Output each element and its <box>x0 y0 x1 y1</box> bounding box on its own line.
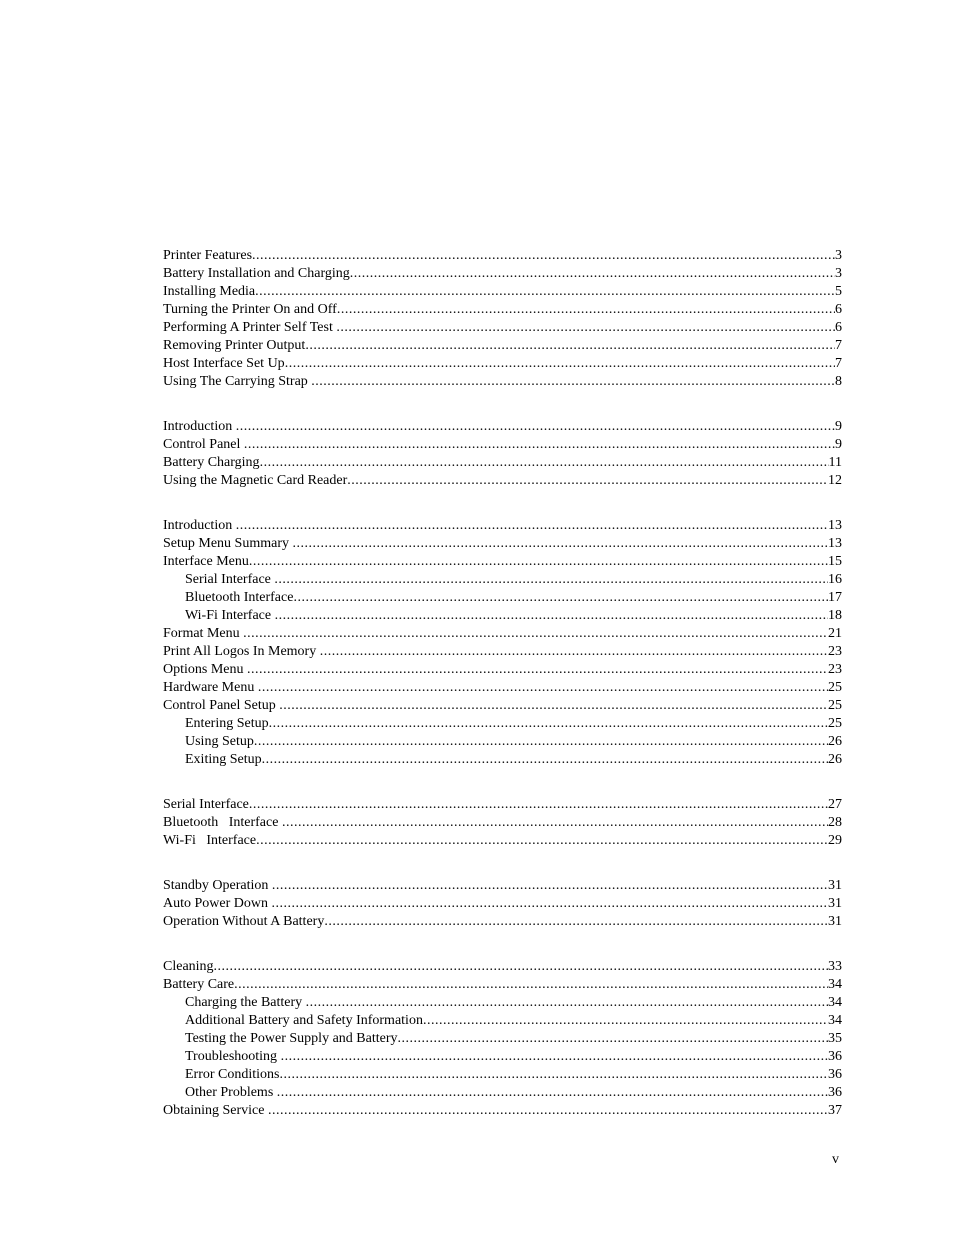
toc-entry-page: 6 <box>835 320 842 335</box>
toc-entry-page: 34 <box>828 995 842 1010</box>
toc-entry[interactable] <box>163 976 842 994</box>
toc-entry-page: 33 <box>828 959 842 974</box>
toc-entry-title: Setup Menu Summary <box>163 536 293 551</box>
toc-dot-leader <box>268 1102 828 1120</box>
toc-entry[interactable] <box>163 1030 842 1048</box>
toc-entry-page: 27 <box>828 797 842 812</box>
toc-dot-leader <box>256 832 828 850</box>
toc-entry[interactable] <box>163 796 842 814</box>
toc-entry-title: Standby Operation <box>163 878 272 893</box>
toc-entry-page: 23 <box>828 662 842 677</box>
toc-entry-title: Options Menu <box>163 662 247 677</box>
toc-entry[interactable] <box>163 436 842 454</box>
toc-dot-leader <box>272 877 828 895</box>
toc-dot-leader <box>258 679 828 697</box>
toc-entry-page: 36 <box>828 1085 842 1100</box>
toc-entry-title: Bluetooth Interface <box>163 815 282 830</box>
toc-entry-page: 9 <box>835 419 842 434</box>
toc-entry[interactable] <box>163 733 842 751</box>
toc-section <box>163 247 842 391</box>
toc-entry-page: 31 <box>828 878 842 893</box>
toc-entry-title: Using The Carrying Strap <box>163 374 312 389</box>
toc-entry-title: Removing Printer Output <box>163 338 306 353</box>
toc-entry-page: 31 <box>828 914 842 929</box>
toc-dot-leader <box>255 283 835 301</box>
toc-dot-leader <box>311 373 835 391</box>
toc-entry[interactable] <box>163 589 842 607</box>
toc-dot-leader <box>274 571 828 589</box>
toc-entry-title: Operation Without A Battery <box>163 914 325 929</box>
page-number: v <box>832 1152 839 1167</box>
toc-entry-title: Turning the Printer On and Off <box>163 302 337 317</box>
toc-entry-title: Exiting Setup <box>185 752 262 767</box>
toc-entry[interactable] <box>163 355 842 373</box>
toc-entry-page: 29 <box>828 833 842 848</box>
toc-dot-leader <box>249 553 828 571</box>
toc-dot-leader <box>350 265 835 283</box>
toc-entry[interactable] <box>163 472 842 490</box>
toc-entry-page: 12 <box>828 473 842 488</box>
toc-dot-leader <box>336 319 835 337</box>
toc-dot-leader <box>280 1066 829 1084</box>
toc-dot-leader <box>277 1084 828 1102</box>
toc-entry-title: Additional Battery and Safety Information <box>185 1013 423 1028</box>
toc-entry[interactable] <box>163 337 842 355</box>
toc-entry-title: Using the Magnetic Card Reader <box>163 473 348 488</box>
toc-entry-page: 13 <box>828 536 842 551</box>
toc-dot-leader <box>423 1012 828 1030</box>
toc-dot-leader <box>262 751 828 769</box>
toc-entry-title: Introduction <box>163 518 236 533</box>
toc-dot-leader <box>236 517 828 535</box>
toc-entry-title: Testing the Power Supply and Battery <box>185 1031 398 1046</box>
toc-dot-leader <box>214 958 828 976</box>
toc-dot-leader <box>249 796 828 814</box>
toc-entry-page: 25 <box>828 680 842 695</box>
toc-entry-title: Error Conditions <box>185 1067 280 1082</box>
toc-entry-page: 11 <box>828 455 842 470</box>
toc-entry-page: 16 <box>828 572 842 587</box>
toc-entry[interactable] <box>163 1012 842 1030</box>
toc-entry-page: 7 <box>835 356 842 371</box>
toc-entry-page: 15 <box>828 554 842 569</box>
toc-entry-title: Wi-Fi Interface <box>163 833 257 848</box>
toc-dot-leader <box>279 697 828 715</box>
toc-entry-title: Troubleshooting <box>185 1049 281 1064</box>
toc-entry-title: Control Panel Setup <box>163 698 280 713</box>
toc-entry-page: 35 <box>828 1031 842 1046</box>
toc-dot-leader <box>247 661 828 679</box>
toc-entry-title: Introduction <box>163 419 236 434</box>
toc-entry[interactable] <box>163 661 842 679</box>
toc-entry-title: Interface Menu <box>163 554 249 569</box>
toc-entry-title: Format Menu <box>163 626 244 641</box>
toc-entry-title: Battery Installation and Charging <box>163 266 350 281</box>
toc-entry[interactable] <box>163 571 842 589</box>
toc-entry-title: Serial Interface <box>185 572 275 587</box>
toc-entry-title: Entering Setup <box>185 716 269 731</box>
toc-entry[interactable] <box>163 283 842 301</box>
toc-entry[interactable] <box>163 715 842 733</box>
toc-dot-leader <box>281 1048 828 1066</box>
toc-entry[interactable] <box>163 994 842 1012</box>
toc-dot-leader <box>285 355 835 373</box>
toc-dot-leader <box>320 643 828 661</box>
toc-entry-title: Wi-Fi Interface <box>185 608 275 623</box>
toc-entry[interactable] <box>163 958 842 976</box>
toc-entry[interactable] <box>163 751 842 769</box>
toc-entry-title: Installing Media <box>163 284 256 299</box>
toc-dot-leader <box>293 535 829 553</box>
toc-entry-title: Cleaning <box>163 959 214 974</box>
toc-entry[interactable] <box>163 517 842 535</box>
toc-entry-page: 5 <box>835 284 842 299</box>
toc-entry-page: 34 <box>828 1013 842 1028</box>
toc-entry-title: Print All Logos In Memory <box>163 644 320 659</box>
toc-dot-leader <box>275 607 828 625</box>
toc-entry[interactable] <box>163 301 842 319</box>
toc-entry[interactable] <box>163 454 842 472</box>
toc-entry[interactable] <box>163 319 842 337</box>
toc-dot-leader <box>254 733 828 751</box>
toc-dot-leader <box>272 895 829 913</box>
toc-entry[interactable] <box>163 832 842 850</box>
toc-section <box>163 517 842 769</box>
toc-entry[interactable] <box>163 643 842 661</box>
table-of-contents <box>163 247 842 1147</box>
toc-entry-title: Using Setup <box>185 734 254 749</box>
toc-entry-page: 25 <box>828 716 842 731</box>
toc-dot-leader <box>293 589 828 607</box>
toc-entry-title: Battery Charging <box>163 455 260 470</box>
toc-entry-page: 31 <box>828 896 842 911</box>
toc-entry-title: Printer Features <box>163 248 253 263</box>
toc-entry-page: 7 <box>835 338 842 353</box>
toc-entry-title: Obtaining Service <box>163 1103 268 1118</box>
toc-dot-leader <box>269 715 828 733</box>
toc-entry-title: Battery Care <box>163 977 235 992</box>
toc-entry-title: Bluetooth Interface <box>185 590 294 605</box>
toc-entry-page: 28 <box>828 815 842 830</box>
toc-entry-page: 34 <box>828 977 842 992</box>
toc-entry[interactable] <box>163 625 842 643</box>
toc-dot-leader <box>324 913 828 931</box>
toc-entry[interactable] <box>163 553 842 571</box>
toc-dot-leader <box>347 472 828 490</box>
toc-dot-leader <box>236 418 835 436</box>
toc-entry[interactable] <box>163 679 842 697</box>
toc-dot-leader <box>398 1030 829 1048</box>
toc-entry-page: 23 <box>828 644 842 659</box>
toc-entry-page: 17 <box>828 590 842 605</box>
toc-entry-title: Serial Interface <box>163 797 249 812</box>
toc-entry-page: 36 <box>828 1049 842 1064</box>
toc-entry[interactable] <box>163 913 842 931</box>
toc-entry-page: 8 <box>835 374 842 389</box>
toc-entry-page: 9 <box>835 437 842 452</box>
toc-dot-leader <box>282 814 828 832</box>
toc-dot-leader <box>337 301 835 319</box>
toc-entry[interactable] <box>163 814 842 832</box>
toc-entry-page: 26 <box>828 734 842 749</box>
toc-section <box>163 958 842 1120</box>
toc-entry-page: 37 <box>828 1103 842 1118</box>
toc-entry[interactable] <box>163 1102 842 1120</box>
toc-entry-title: Host Interface Set Up <box>163 356 285 371</box>
toc-entry-title: Other Problems <box>185 1085 277 1100</box>
toc-entry[interactable] <box>163 1084 842 1102</box>
toc-entry[interactable] <box>163 1048 842 1066</box>
toc-entry[interactable] <box>163 265 842 283</box>
toc-entry-page: 21 <box>828 626 842 641</box>
toc-dot-leader <box>243 625 828 643</box>
toc-entry-title: Charging the Battery <box>185 995 306 1010</box>
toc-section <box>163 418 842 490</box>
toc-entry-page: 6 <box>835 302 842 317</box>
toc-entry[interactable] <box>163 877 842 895</box>
toc-dot-leader <box>306 994 828 1012</box>
toc-dot-leader <box>252 247 835 265</box>
toc-entry-page: 25 <box>828 698 842 713</box>
toc-entry[interactable] <box>163 418 842 436</box>
toc-entry[interactable] <box>163 697 842 715</box>
toc-entry-page: 13 <box>828 518 842 533</box>
toc-dot-leader <box>234 976 828 994</box>
toc-entry-page: 26 <box>828 752 842 767</box>
toc-dot-leader <box>260 454 829 472</box>
toc-entry-title: Hardware Menu <box>163 680 258 695</box>
toc-entry[interactable] <box>163 247 842 265</box>
toc-dot-leader <box>244 436 835 454</box>
toc-entry-page: 36 <box>828 1067 842 1082</box>
toc-entry[interactable] <box>163 607 842 625</box>
toc-entry[interactable] <box>163 1066 842 1084</box>
toc-entry-title: Auto Power Down <box>163 896 272 911</box>
toc-entry-page: 3 <box>835 248 842 263</box>
toc-entry[interactable] <box>163 373 842 391</box>
toc-entry-title: Performing A Printer Self Test <box>163 320 337 335</box>
toc-entry-page: 18 <box>828 608 842 623</box>
toc-dot-leader <box>305 337 835 355</box>
toc-entry[interactable] <box>163 535 842 553</box>
toc-entry[interactable] <box>163 895 842 913</box>
toc-section <box>163 796 842 850</box>
toc-section <box>163 877 842 931</box>
toc-entry-title: Control Panel <box>163 437 244 452</box>
toc-entry-page: 3 <box>835 266 842 281</box>
